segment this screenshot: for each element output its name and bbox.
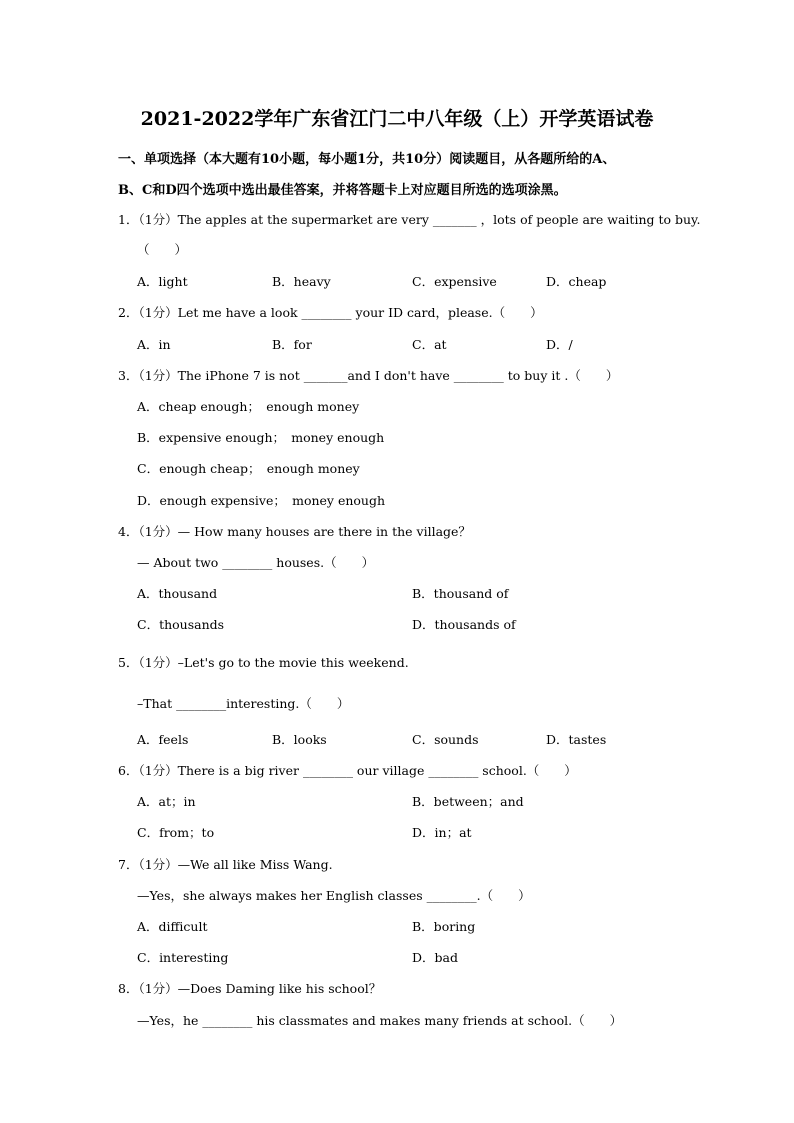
question-1-option-d[interactable]: D．cheap: [546, 274, 607, 289]
question-1-option-b[interactable]: B．heavy: [272, 274, 331, 289]
question-3-option-b[interactable]: B．expensive enough； money enough: [137, 430, 385, 445]
question-3-stem: 3．（1分）The iPhone 7 is not _______and I don't have ________ to buy it .（ ）: [118, 368, 619, 383]
question-8-dialogue: —Yes，he ________ his classmates and makes many friends at school.（ ）: [137, 1013, 623, 1028]
question-5-option-d[interactable]: D．tastes: [546, 732, 607, 747]
question-4-option-c[interactable]: C．thousands: [137, 617, 225, 632]
question-7-option-b[interactable]: B．boring: [412, 919, 476, 934]
question-7-option-c[interactable]: C．interesting: [137, 950, 229, 965]
question-5-option-a[interactable]: A．feels: [137, 732, 189, 747]
exam-title: 2021-2022学年广东省江门二中八年级（上）开学英语试卷: [140, 108, 654, 130]
question-1-option-a[interactable]: A．light: [137, 274, 188, 289]
question-4-option-d[interactable]: D．thousands of: [412, 617, 516, 632]
question-2-option-b[interactable]: B．for: [272, 337, 312, 352]
question-7-option-d[interactable]: D．bad: [412, 950, 458, 965]
question-2-option-a[interactable]: A．in: [137, 337, 171, 352]
question-6-stem: 6．（1分）There is a big river ________ our village ________ school.（ ）: [118, 763, 577, 778]
question-8-stem: 8．（1分）—Does Daming like his school？: [118, 981, 382, 996]
question-5-option-c[interactable]: C．sounds: [412, 732, 479, 747]
question-3-option-a[interactable]: A．cheap enough； enough money: [137, 399, 360, 414]
question-4-stem: 4．（1分）— How many houses are there in the village？: [118, 524, 471, 539]
section-heading-line2: B、C和D四个选项中选出最佳答案，并将答题卡上对应题目所选的选项涂黑。: [118, 183, 567, 198]
question-7-stem: 7．（1分）—We all like Miss Wang.: [118, 857, 333, 872]
question-6-option-b[interactable]: B．between；and: [412, 794, 524, 809]
question-2-option-d[interactable]: D．/: [546, 337, 573, 352]
question-7-dialogue: —Yes，she always makes her English classes ________.（ ）: [137, 888, 531, 903]
question-6-option-a[interactable]: A．at；in: [137, 794, 196, 809]
question-2-option-c[interactable]: C．at: [412, 337, 447, 352]
question-1-blank: （ ）: [137, 242, 188, 257]
question-4-option-b[interactable]: B．thousand of: [412, 586, 509, 601]
question-7-option-a[interactable]: A．difficult: [137, 919, 208, 934]
question-2-stem: 2．（1分）Let me have a look ________ your ID card，please.（ ）: [118, 305, 543, 320]
question-3-option-d[interactable]: D．enough expensive； money enough: [137, 493, 386, 508]
question-5-dialogue: –That ________interesting.（ ）: [137, 696, 350, 711]
question-4-dialogue: — About two ________ houses.（ ）: [137, 555, 375, 570]
question-3-option-c[interactable]: C．enough cheap； enough money: [137, 461, 360, 476]
question-4-option-a[interactable]: A．thousand: [137, 586, 218, 601]
question-5-stem: 5．（1分）–Let's go to the movie this weekend.: [118, 655, 409, 670]
question-6-option-d[interactable]: D．in；at: [412, 825, 472, 840]
question-1-stem: 1．（1分）The apples at the supermarket are very _______ ，lots of people are waiting to buy.: [118, 212, 701, 227]
section-heading-line1: 一、单项选择（本大题有10小题，每小题1分，共10分）阅读题目，从各题所给的A、: [118, 152, 616, 167]
question-6-option-c[interactable]: C．from；to: [137, 825, 215, 840]
question-1-option-c[interactable]: C．expensive: [412, 274, 497, 289]
question-5-option-b[interactable]: B．looks: [272, 732, 327, 747]
